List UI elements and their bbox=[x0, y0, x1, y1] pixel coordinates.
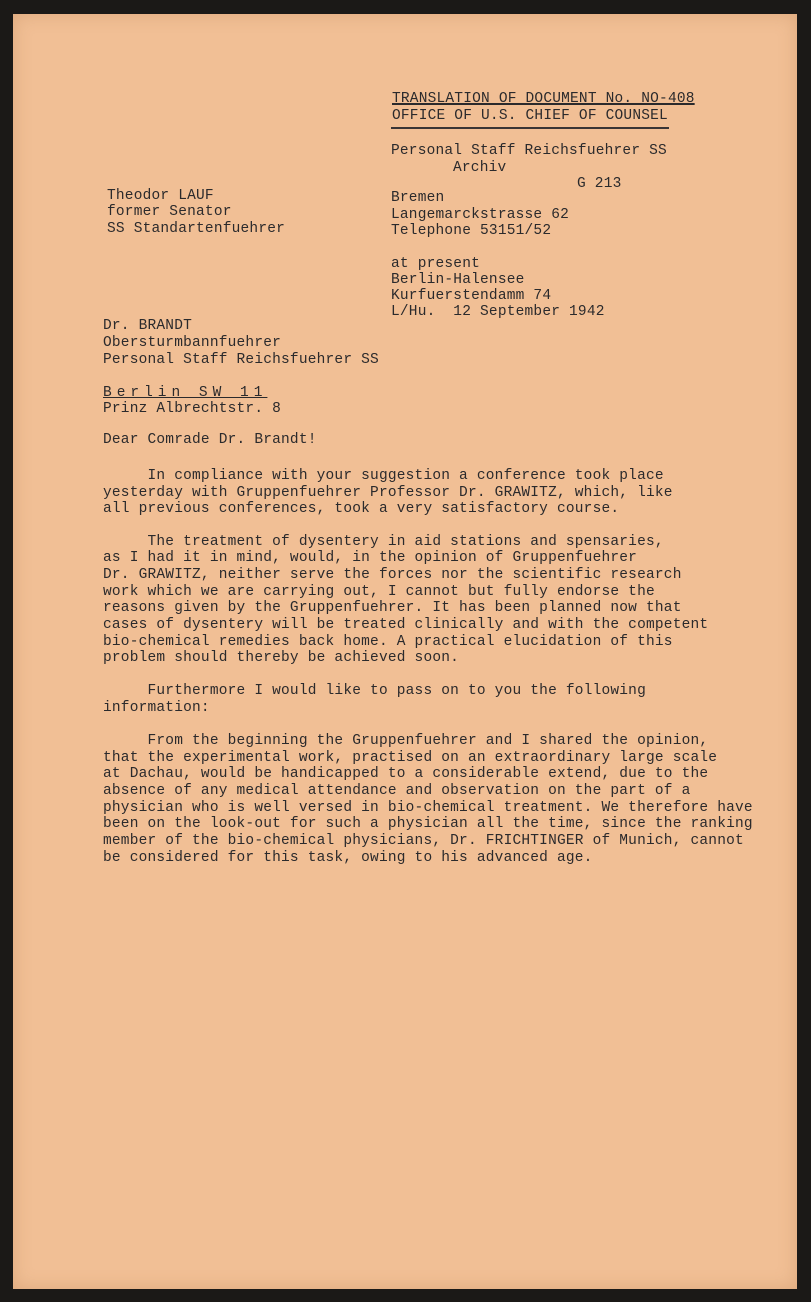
recipient-name: Dr. BRANDT bbox=[103, 318, 193, 334]
paragraph-line: In compliance with your suggestion a conference took place bbox=[103, 468, 664, 484]
recipient-rank: Obersturmbannfuehrer bbox=[103, 335, 282, 351]
paragraph-line: work which we are carrying out, I cannot but fully endorse the bbox=[103, 584, 655, 600]
header-line-2: OFFICE OF U.S. CHIEF OF COUNSEL bbox=[392, 108, 668, 124]
archive-line-2: Archiv bbox=[453, 160, 507, 176]
present-label: at present bbox=[391, 256, 481, 272]
paragraph-line: all previous conferences, took a very satisfactory course. bbox=[103, 501, 620, 517]
sender-name: Theodor LAUF bbox=[107, 188, 214, 204]
sender-title-2: SS Standartenfuehrer bbox=[107, 221, 286, 237]
document-page bbox=[13, 14, 797, 1289]
paragraph-line: bio-chemical remedies back home. A practical elucidation of this bbox=[103, 634, 673, 650]
sender-city: Bremen bbox=[391, 190, 445, 206]
present-city: Berlin-Halensee bbox=[391, 272, 525, 288]
header-rule bbox=[391, 127, 669, 129]
recipient-city: Berlin SW 11 bbox=[103, 385, 268, 401]
paragraph-line: at Dachau, would be handicapped to a considerable extend, due to the bbox=[103, 766, 709, 782]
paragraph-line: Dr. GRAWITZ, neither serve the forces nor the scientific research bbox=[103, 567, 682, 583]
archive-ref: G 213 bbox=[577, 176, 622, 192]
header-line-1: TRANSLATION OF DOCUMENT No. NO-408 bbox=[392, 91, 695, 107]
archive-line-1: Personal Staff Reichsfuehrer SS bbox=[391, 143, 667, 159]
paragraph-line: yesterday with Gruppenfuehrer Professor Dr. GRAWITZ, which, like bbox=[103, 485, 673, 501]
paragraph-line: The treatment of dysentery in aid stations and spensaries, bbox=[103, 534, 664, 550]
paragraph-line: as I had it in mind, would, in the opinion of Gruppenfuehrer bbox=[103, 550, 638, 566]
sender-title-1: former Senator bbox=[107, 204, 232, 220]
paragraph-line: Furthermore I would like to pass on to you the following bbox=[103, 683, 646, 699]
paragraph-line: physician who is well versed in bio-chemical treatment. We therefore have bbox=[103, 800, 753, 816]
paragraph-line: cases of dysentery will be treated clinically and with the competent bbox=[103, 617, 709, 633]
recipient-street: Prinz Albrechtstr. 8 bbox=[103, 401, 282, 417]
paragraph-line: been on the look-out for such a physician all the time, since the ranking bbox=[103, 816, 753, 832]
paragraph-line: information: bbox=[103, 700, 210, 716]
paragraph-line: be considered for this task, owing to his advanced age. bbox=[103, 850, 593, 866]
reference-date: L/Hu. 12 September 1942 bbox=[391, 304, 605, 320]
paragraph-line: From the beginning the Gruppenfuehrer and I shared the opinion, bbox=[103, 733, 709, 749]
salutation: Dear Comrade Dr. Brandt! bbox=[103, 432, 317, 448]
paragraph-line: member of the bio-chemical physicians, Dr. FRICHTINGER of Munich, cannot bbox=[103, 833, 744, 849]
paragraph-line: reasons given by the Gruppenfuehrer. It has been planned now that bbox=[103, 600, 682, 616]
paragraph-line: problem should thereby be achieved soon. bbox=[103, 650, 460, 666]
sender-phone: Telephone 53151/52 bbox=[391, 223, 552, 239]
recipient-staff: Personal Staff Reichsfuehrer SS bbox=[103, 352, 379, 368]
paragraph-line: that the experimental work, practised on an extraordinary large scale bbox=[103, 750, 718, 766]
paragraph-line: absence of any medical attendance and observation on the part of a bbox=[103, 783, 691, 799]
present-street: Kurfuerstendamm 74 bbox=[391, 288, 552, 304]
sender-street: Langemarckstrasse 62 bbox=[391, 207, 570, 223]
